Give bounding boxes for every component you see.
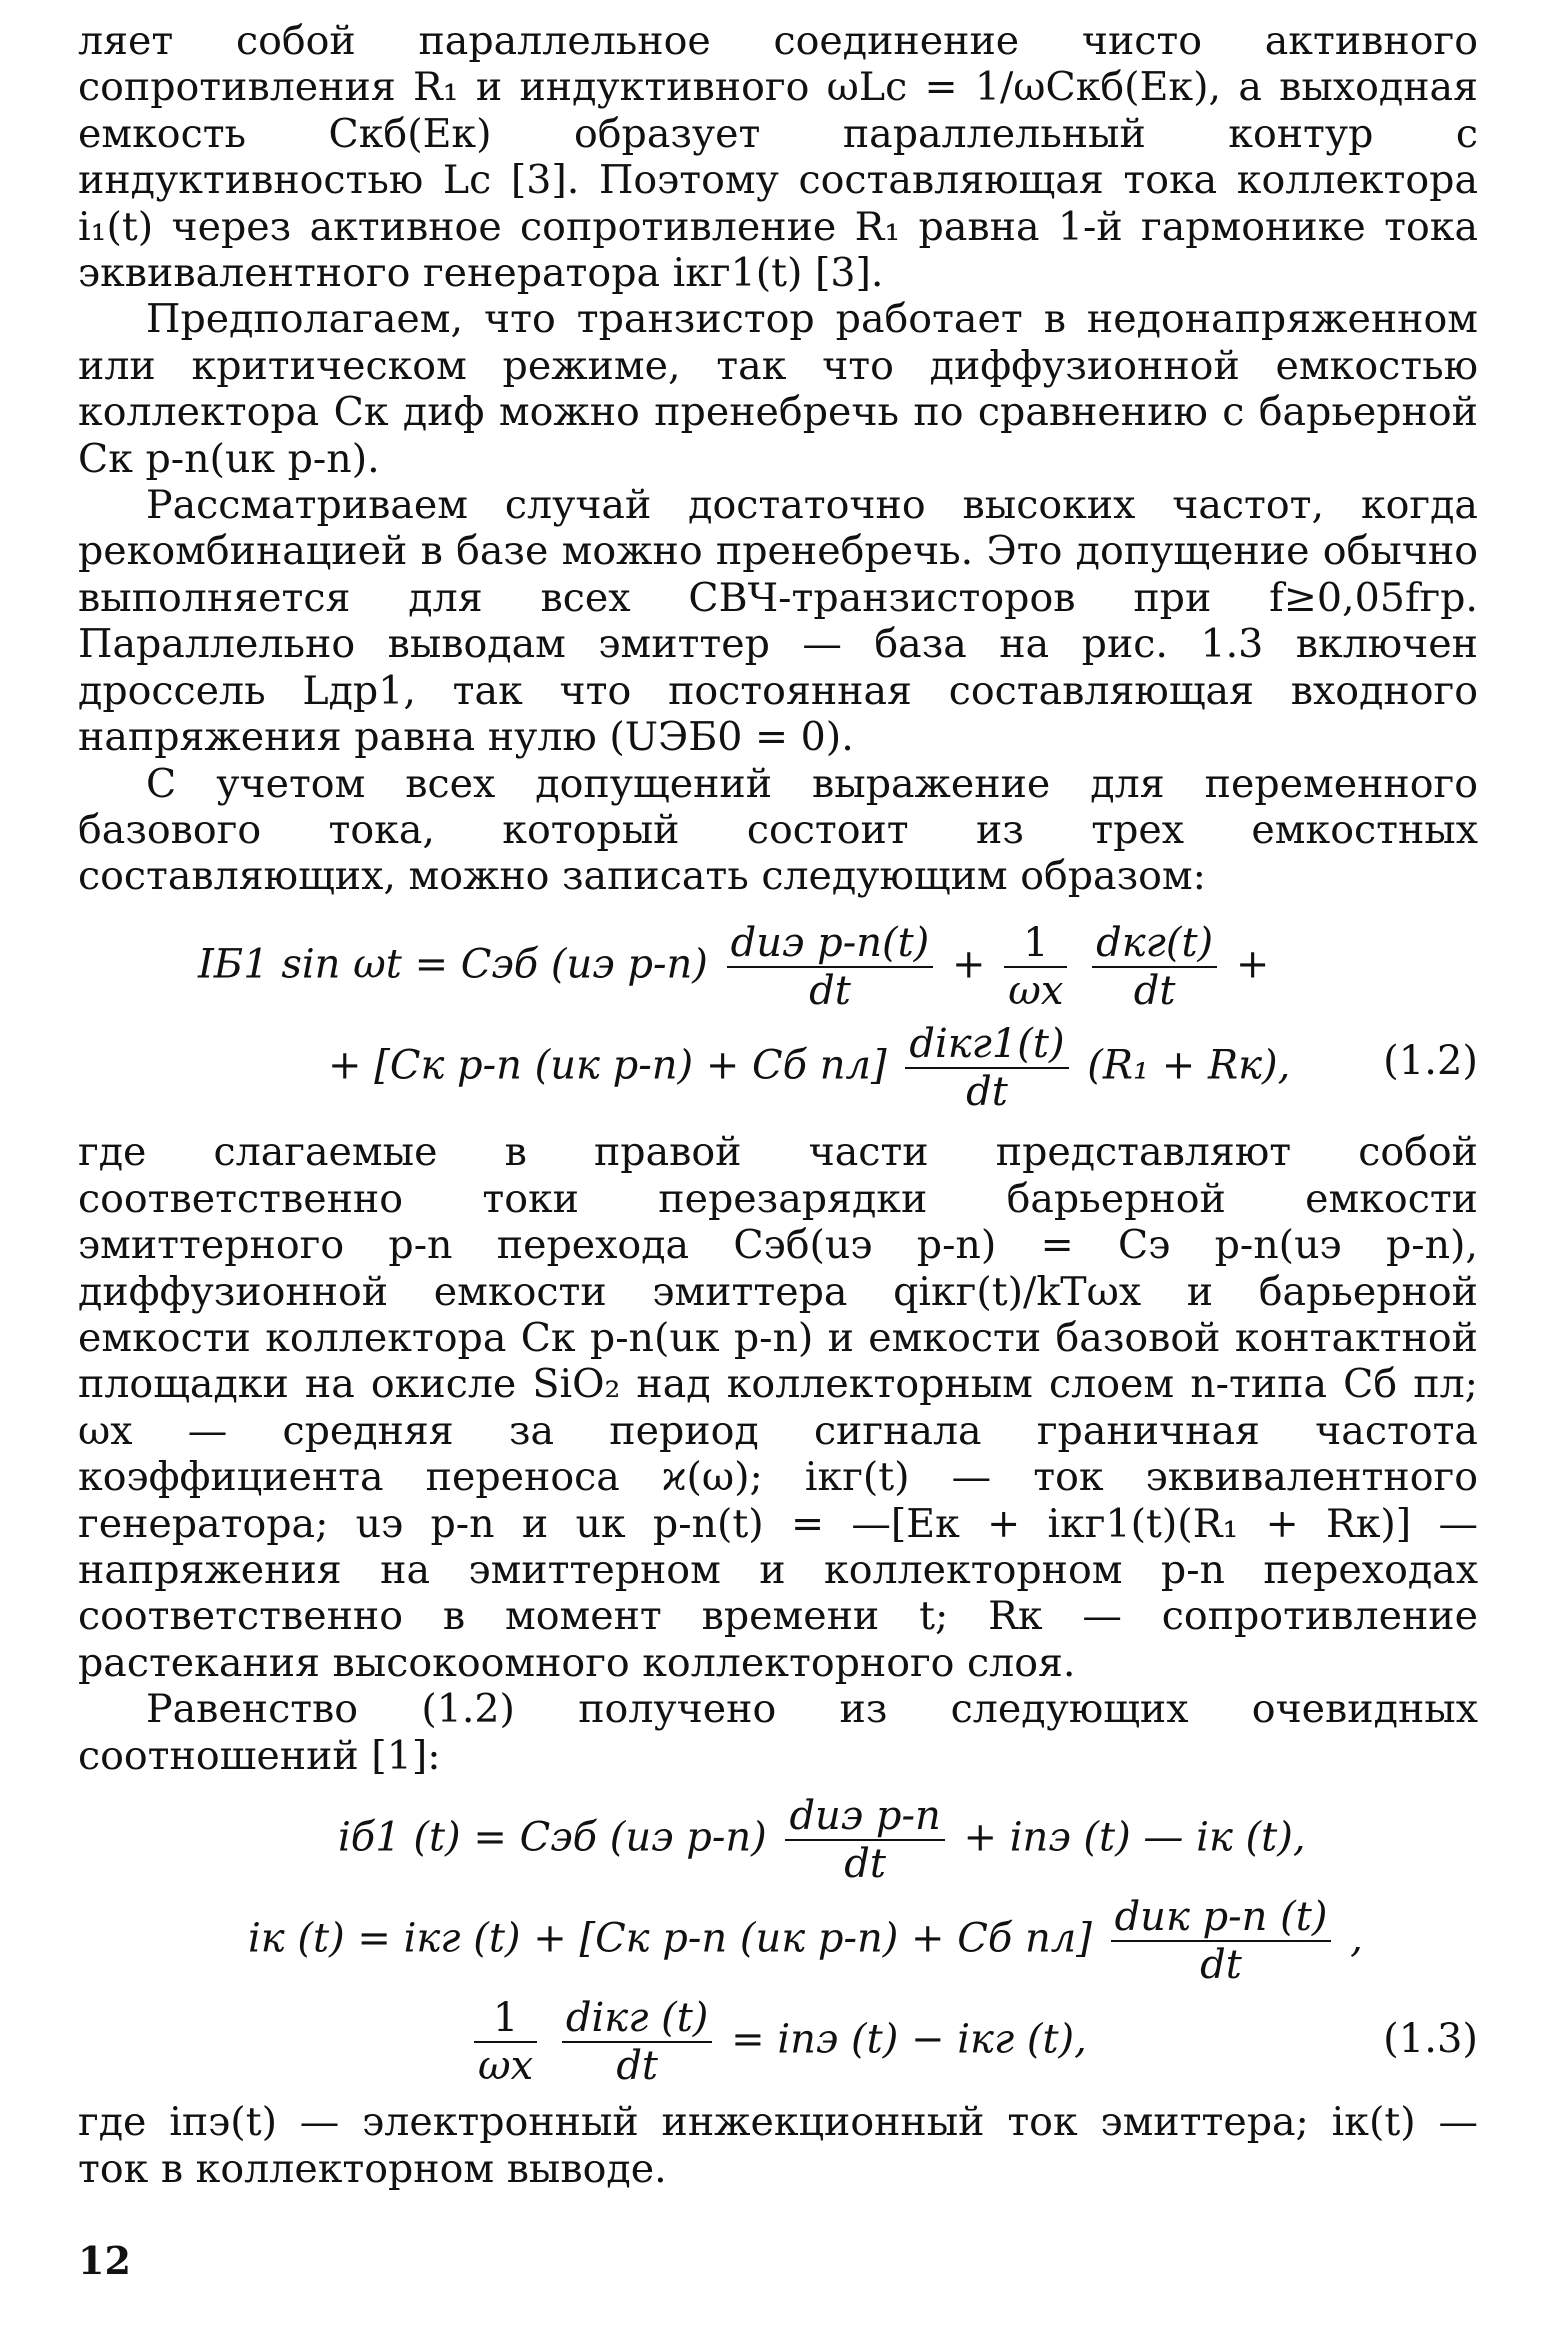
eq13-c-numerator-1: 1 xyxy=(474,1995,537,2043)
eq12-fraction-3 xyxy=(1092,920,1217,1015)
eq13-b-numerator: duк p-n (t) xyxy=(1111,1894,1332,1942)
eq13-c-denominator-1: ωх xyxy=(478,2043,534,2090)
eq12-frac1-denominator: dt xyxy=(809,968,851,1015)
eq12-fraction-2 xyxy=(1004,920,1067,1015)
equation-1-3-line-1 xyxy=(78,1793,1478,1888)
eq12-frac3-numerator: dкг(t) xyxy=(1092,920,1217,968)
paragraph-6: Равенство (1.2) получено из следующих очевидных соотношений [1]: xyxy=(78,1686,1478,1779)
eq13-a-numerator: duэ p-n xyxy=(785,1793,944,1841)
eq13-b-prefix: iк (t) = iкг (t) + [Cк p-n (uк p-n) + Cб пл] xyxy=(248,1915,1092,1962)
eq13-b-suffix: , xyxy=(1350,1915,1363,1962)
equation-1-3-line-3 xyxy=(78,1995,1478,2090)
eq13-b-fraction xyxy=(1111,1894,1332,1989)
equation-number-1-2: (1.2) xyxy=(1383,1037,1478,1084)
eq12-frac1-numerator: duэ p-n(t) xyxy=(727,920,934,968)
eq12-line2-suffix: (R₁ + Rк), xyxy=(1087,1041,1291,1088)
eq13-c-fraction-2 xyxy=(562,1995,713,2090)
eq12-plus-1: + xyxy=(952,941,986,988)
eq13-b-denominator: dt xyxy=(1200,1942,1242,1989)
equation-1-3 xyxy=(78,1793,1478,2089)
eq12-plus-2: + xyxy=(1235,941,1270,988)
eq12-frac3-denominator: dt xyxy=(1133,968,1176,1015)
eq13-c-denominator-2: dt xyxy=(616,2043,658,2090)
equation-number-1-3: (1.3) xyxy=(1383,2015,1478,2062)
equation-1-2-line-2 xyxy=(78,1021,1478,1116)
eq13-c-suffix: = iпэ (t) − iкг (t), xyxy=(731,2016,1087,2063)
paragraph-5: где слагаемые в правой части представляют собой соответственно токи перезарядки барьерной емкости эмиттерного p-n перехода Cэб(uэ p-n) = Cэ p-n(uэ p-n), диффузионной емкости эмиттера qiкг(t)/kTωх и барьерной емкости коллектора Cк p-n(uк p-n) и емкости базовой контактной площадки на окисле SiO₂ над коллекторным слоем n-типа Cб пл; ωх — средняя за период сигнала граничная частота коэффициента переноса ϰ(ω); iкг(t) — ток эквивалентного генератора; uэ p-n и uк p-n(t) = —[Eк + iкг1(t)(R₁ + Rк)] — напряжения на эмиттерном и коллекторном p-n переходах соответственно в момент времени t; Rк — сопротивление растекания высокоомного коллекторного слоя. xyxy=(78,1129,1478,1686)
eq12-fraction-1 xyxy=(727,920,934,1015)
page-body xyxy=(78,18,1478,2192)
page-number: 12 xyxy=(78,2238,131,2283)
paragraph-4: С учетом всех допущений выражение для переменного базового тока, который состоит из трех емкостных составляющих, можно записать следующим образом: xyxy=(78,760,1478,900)
eq12-lhs: IБ1 sin ωt = Cэб (uэ p-n) xyxy=(198,941,708,988)
eq13-a-prefix: iб1 (t) = Cэб (uэ p-n) xyxy=(338,1814,767,1861)
eq13-a-fraction xyxy=(785,1793,944,1888)
eq12-frac4-numerator: diкг1(t) xyxy=(905,1021,1068,1069)
eq12-frac2-denominator: ωх xyxy=(1008,968,1064,1015)
eq13-c-fraction-1 xyxy=(474,1995,537,2090)
equation-1-3-line-2 xyxy=(78,1894,1478,1989)
paragraph-1: ляет собой параллельное соединение чисто активного сопротивления R₁ и индуктивного ωLc = 1/ωCкб(Eк), а выходная емкость Cкб(Eк) образует параллельный контур с индуктивностью Lc [3]. Поэтому составляющая тока коллектора i₁(t) через активное сопротивление R₁ равна 1-й гармонике тока эквивалентного генератора iкг1(t) [3]. xyxy=(78,18,1478,297)
paragraph-2: Предполагаем, что транзистор работает в недонапряженном или критическом режиме, так что диффузионной емкостью коллектора Cк диф можно пренебречь по сравнению с барьерной Cк p-n(uк p-n). xyxy=(78,296,1478,482)
eq13-c-numerator-2: diкг (t) xyxy=(562,1995,713,2043)
eq12-frac2-numerator: 1 xyxy=(1004,920,1067,968)
eq12-fraction-4 xyxy=(905,1021,1068,1116)
paragraph-7: где iпэ(t) — электронный инжекционный ток эмиттера; iк(t) — ток в коллекторном выводе. xyxy=(78,2099,1478,2192)
eq13-a-suffix: + iпэ (t) — iк (t), xyxy=(963,1814,1306,1861)
equation-1-2-line-1 xyxy=(78,920,1478,1015)
eq13-a-denominator: dt xyxy=(844,1841,886,1888)
equation-1-2 xyxy=(78,920,1478,1116)
eq12-frac4-denominator: dt xyxy=(966,1068,1008,1115)
paragraph-3: Рассматриваем случай достаточно высоких частот, когда рекомбинацией в базе можно пренебречь. Это допущение обычно выполняется для всех СВЧ-транзисторов при f≥0,05fгр. Параллельно выводам эмиттер — база на рис. 1.3 включен дроссель Lдр1, так что постоянная составляющая входного напряжения равна нулю (UЭБ0 = 0). xyxy=(78,482,1478,761)
eq12-line2-prefix: + [Cк p-n (uк p-n) + Cб пл] xyxy=(328,1041,887,1088)
